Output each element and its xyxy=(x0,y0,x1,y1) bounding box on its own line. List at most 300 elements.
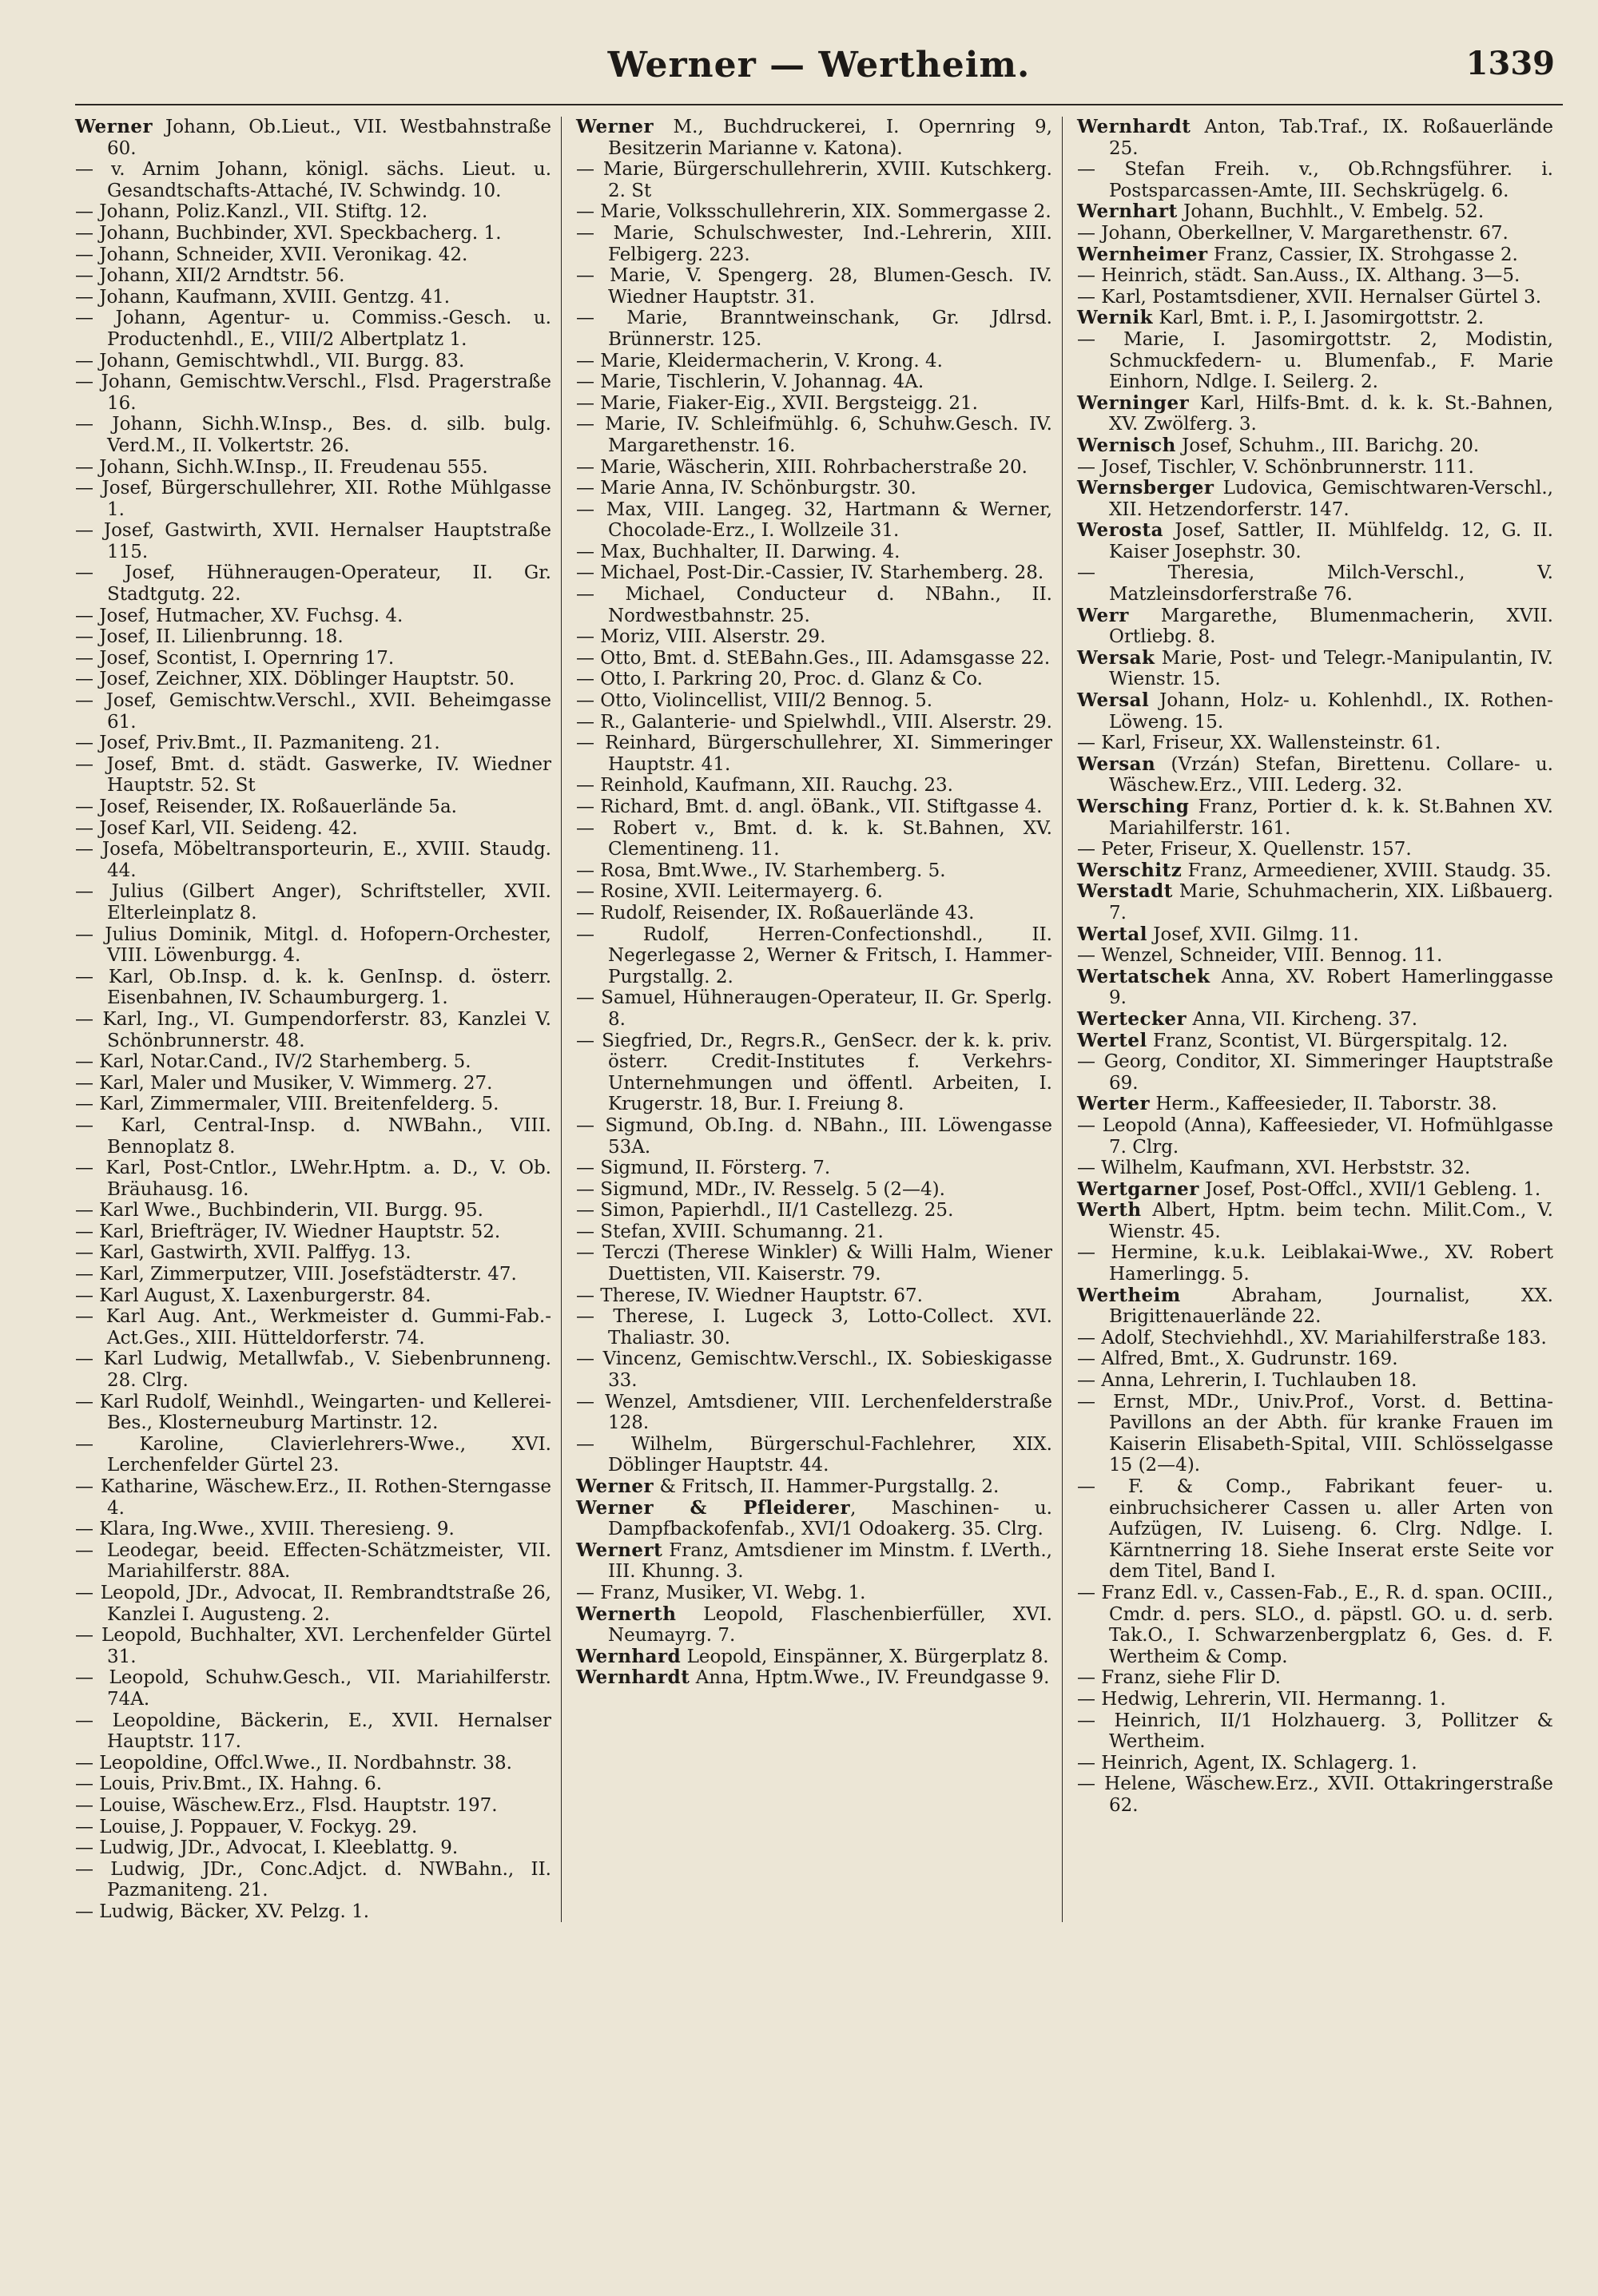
entry-text: — Otto, I. Parkring 20, Proc. d. Glanz & Co. xyxy=(576,669,983,690)
directory-entry xyxy=(75,967,551,1009)
directory-entry xyxy=(75,733,551,754)
directory-entry xyxy=(75,1901,551,1923)
entry-text: — Marie, Wäscherin, XIII. Rohrbacherstraße 20. xyxy=(576,456,1028,478)
entry-text: — Richard, Bmt. d. angl. öBank., VII. Stiftgasse 4. xyxy=(576,796,1043,817)
directory-entry xyxy=(75,223,551,244)
directory-entry xyxy=(576,478,1052,499)
directory-column-1 xyxy=(75,117,562,1922)
entry-text: — Simon, Papierhdl., II/1 Castellezg. 25. xyxy=(576,1200,954,1221)
entry-text: Josef, XVII. Gilmg. 11. xyxy=(1147,924,1359,945)
entry-text: — Julius (Gilbert Anger), Schriftsteller, XVII. Elterleinplatz 8. xyxy=(75,881,551,924)
entry-text: — Karl, Postamtsdiener, XVII. Hernalser Gürtel 3. xyxy=(1077,286,1542,308)
entry-text: Franz, Amtsdiener im Minstm. f. LVerth., III. Khunng. 3. xyxy=(608,1539,1052,1583)
entry-text: Ludovica, Gemischtwaren-Verschl., XII. Hetzendorferstr. 147. xyxy=(1109,478,1553,520)
entry-text: — Anna, Lehrerin, I. Tuchlauben 18. xyxy=(1077,1370,1417,1392)
entry-text: — Karl Wwe., Buchbinderin, VII. Burgg. 95. xyxy=(75,1200,483,1221)
entry-text: — Theresia, Milch-Verschl., V. Matzleinsdorferstraße 76. xyxy=(1077,562,1553,606)
directory-entry xyxy=(576,584,1052,626)
entry-text: — Wilhelm, Kaufmann, XVI. Herbststr. 32. xyxy=(1077,1158,1471,1179)
entry-text: — v. Arnim Johann, königl. sächs. Lieut. u. Gesandtschafts-Attaché, IV. Schwindg. 10. xyxy=(75,159,551,201)
directory-entry xyxy=(75,1306,551,1349)
entry-text: — Johann, Agentur- u. Commiss.-Gesch. u. Productenhdl., E., VIII/2 Albertplatz 1. xyxy=(75,308,551,350)
entry-text: — Marie, I. Jasomirgottstr. 2, Modistin, Schmuckfedern- u. Blumenfab., F. Marie Einhorn, Ndlge. I. Seilerg. 2. xyxy=(1077,328,1553,393)
entry-text: Leopold, Flaschenbierfüller, XVI. Neumayrg. 7. xyxy=(608,1603,1052,1647)
directory-entry xyxy=(1077,1242,1553,1285)
entry-text: — Sigmund, II. Försterg. 7. xyxy=(576,1158,831,1179)
directory-entry xyxy=(1077,244,1553,266)
entry-text: , Maschinen- u. Dampfbackofenfab., XVI/1 Odoakerg. 35. Clrg. xyxy=(608,1497,1052,1540)
directory-entry xyxy=(576,648,1052,669)
entry-text: Johann, Buchhlt., V. Embelg. 52. xyxy=(1177,201,1485,223)
directory-entry xyxy=(75,690,551,733)
directory-entry xyxy=(1077,1179,1553,1201)
directory-entry xyxy=(576,1498,1052,1540)
directory-entry xyxy=(1077,1031,1553,1052)
directory-entry xyxy=(75,478,551,520)
entry-text: — Marie, Kleidermacherin, V. Krong. 4. xyxy=(576,350,943,371)
entry-text: — Ludwig, Bäcker, XV. Pelzg. 1. xyxy=(75,1901,370,1922)
directory-entry xyxy=(1077,1328,1553,1349)
entry-surname: Werter xyxy=(1077,1093,1151,1115)
entry-surname: Werth xyxy=(1077,1199,1142,1221)
directory-entry xyxy=(75,351,551,372)
directory-entry xyxy=(1077,1476,1553,1583)
entry-text: — Marie, Fiaker-Eig., XVII. Bergsteigg. 21. xyxy=(576,392,978,414)
entry-text: — Rosine, XVII. Leitermayerg. 6. xyxy=(576,881,883,903)
entry-text: — Josef, Bürgerschullehrer, XII. Rothe Mühlgasse 1. xyxy=(75,478,551,520)
entry-text: — Karl, Zimmerputzer, VIII. Josefstädterstr. 47. xyxy=(75,1264,517,1285)
directory-entry xyxy=(1077,754,1553,796)
entry-surname: Wernheimer xyxy=(1077,243,1208,265)
entry-text: Anton, Tab.Traf., IX. Roßauerlände 25. xyxy=(1109,117,1553,159)
directory-entry xyxy=(1077,690,1553,733)
entry-text: — Ludwig, JDr., Conc.Adjct. d. NWBahn., II. Pazmaniteng. 21. xyxy=(75,1858,551,1901)
directory-entry xyxy=(75,669,551,690)
directory-entry xyxy=(576,1476,1052,1498)
entry-text: — Otto, Violincellist, VIII/2 Bennog. 5. xyxy=(576,690,933,712)
directory-entry xyxy=(1077,329,1553,393)
entry-text: Josef, Sattler, II. Mühlfeldg. 12, G. II. Kaiser Josephstr. 30. xyxy=(1109,520,1553,562)
directory-entry xyxy=(576,903,1052,924)
entry-text: — Wilhelm, Bürgerschul-Fachlehrer, XIX. Döblinger Hauptstr. 44. xyxy=(576,1433,1052,1476)
directory-entry xyxy=(75,881,551,924)
entry-text: — Johann, Schneider, XVII. Veronikag. 42. xyxy=(75,244,468,265)
entry-text: — Klara, Ing.Wwe., XVIII. Theresieng. 9. xyxy=(75,1519,455,1540)
entry-text: — Rudolf, Herren-Confectionshdl., II. Negerlegasse 2, Werner & Fritsch, I. Hammer-Purgstallg. 2. xyxy=(576,924,1052,987)
entry-text: — Marie, Tischlerin, V. Johannag. 4A. xyxy=(576,371,924,393)
directory-entry xyxy=(75,1753,551,1774)
directory-entry xyxy=(576,117,1052,159)
entry-text: — Josef, Scontist, I. Opernring 17. xyxy=(75,647,395,669)
directory-entry xyxy=(1077,1285,1553,1328)
directory-entry xyxy=(75,1476,551,1519)
entry-text: — Josef, Tischler, V. Schönbrunnerstr. 111. xyxy=(1077,456,1474,478)
directory-entry xyxy=(576,542,1052,563)
directory-entry xyxy=(576,690,1052,712)
entry-text: — Josef, Hühneraugen-Operateur, II. Gr. Stadtgutg. 22. xyxy=(75,562,551,606)
entry-text: (Vrzán) Stefan, Birettenu. Collare- u. Wäschew.Erz., VIII. Lederg. 32. xyxy=(1109,753,1553,796)
entry-text: Abraham, Journalist, XX. Brigittenauerlände 22. xyxy=(1109,1285,1553,1328)
entry-text: — Helene, Wäschew.Erz., XVII. Ottakringerstraße 62. xyxy=(1077,1774,1553,1816)
entry-text: — Franz Edl. v., Cassen-Fab., E., R. d. span. OCIII., Cmdr. d. pers. SLO., d. päpstl. GO. u. d. serb. Tak.O., I. Schwarzenbergplatz 6, Ges. d. F. Wertheim & Comp. xyxy=(1077,1582,1553,1667)
entry-text: — Heinrich, II/1 Holzhauerg. 3, Pollitzer & Wertheim. xyxy=(1077,1710,1553,1753)
entry-text: — Samuel, Hühneraugen-Operateur, II. Gr. Sperlg. 8. xyxy=(576,987,1052,1030)
entry-text: — Julius Dominik, Mitgl. d. Hofopern-Orchester, VIII. Löwenburgg. 4. xyxy=(75,924,551,967)
directory-entry xyxy=(1077,265,1553,287)
directory-entry xyxy=(75,1795,551,1817)
entry-surname: Wersak xyxy=(1077,646,1155,669)
entry-text: — Rudolf, Reisender, IX. Roßauerlände 43. xyxy=(576,902,975,924)
entry-text: — Katharine, Wäschew.Erz., II. Rothen-Sterngasse 4. xyxy=(75,1476,551,1519)
entry-surname: Werner & Pfleiderer xyxy=(576,1496,851,1519)
directory-entry xyxy=(1077,1370,1553,1392)
directory-entry xyxy=(576,562,1052,584)
directory-entry xyxy=(576,733,1052,775)
entry-text: — Josef Karl, VII. Seideng. 42. xyxy=(75,817,358,839)
entry-text: Margarethe, Blumenmacherin, XVII. Ortliebg. 8. xyxy=(1109,605,1553,648)
entry-text: Josef, Post-Offcl., XVII/1 Gebleng. 1. xyxy=(1198,1178,1541,1200)
entry-text: — Hermine, k.u.k. Leiblakai-Wwe., XV. Robert Hamerlingg. 5. xyxy=(1077,1242,1553,1285)
directory-entry xyxy=(1077,117,1553,159)
directory-entry xyxy=(1077,201,1553,223)
running-header xyxy=(75,42,1563,105)
directory-entry xyxy=(576,1667,1052,1689)
directory-entry xyxy=(576,924,1052,988)
entry-text: — Karl, Zimmermaler, VIII. Breitenfelderg. 5. xyxy=(75,1094,499,1115)
directory-entry xyxy=(1077,223,1553,244)
entry-text: — Franz, Musiker, VI. Webg. 1. xyxy=(576,1582,866,1603)
directory-entry xyxy=(75,117,551,159)
directory-entry xyxy=(75,201,551,223)
directory-entry xyxy=(1077,733,1553,754)
entry-text: — Therese, I. Lugeck 3, Lotto-Collect. XVI. Thaliastr. 30. xyxy=(576,1306,1052,1349)
directory-entry xyxy=(576,712,1052,733)
directory-entry xyxy=(75,924,551,967)
entry-surname: Wernhardt xyxy=(1077,116,1191,137)
directory-entry xyxy=(576,457,1052,479)
directory-entry xyxy=(1077,1774,1553,1816)
entry-text: — Heinrich, städt. San.Auss., IX. Althang. 3—5. xyxy=(1077,265,1520,287)
entry-text: — Karl August, X. Laxenburgerstr. 84. xyxy=(75,1285,431,1306)
directory-entry xyxy=(576,1221,1052,1243)
entry-surname: Wertgarner xyxy=(1077,1178,1199,1200)
directory-entry xyxy=(576,159,1052,201)
entry-surname: Werner xyxy=(576,116,654,137)
directory-entry xyxy=(1077,1710,1553,1753)
entry-text: — Leopold (Anna), Kaffeesieder, VI. Hofmühlgasse 7. Clrg. xyxy=(1077,1114,1553,1158)
directory-entry xyxy=(1077,1115,1553,1158)
entry-text: — Karl Rudolf, Weinhdl., Weingarten- und Kellerei-Bes., Klosterneuburg Martinstr. 12. xyxy=(75,1391,551,1434)
directory-entry xyxy=(75,1158,551,1200)
directory-entry xyxy=(75,818,551,840)
entry-text: — Sigmund, Ob.Ing. d. NBahn., III. Löwengasse 53A. xyxy=(576,1114,1052,1158)
page-number: 1339 xyxy=(1465,45,1555,82)
entry-text: — Franz, siehe Flir D. xyxy=(1077,1667,1281,1689)
entry-text: Anna, VII. Kircheng. 37. xyxy=(1187,1008,1418,1030)
entry-text: — Johann, XII/2 Arndtstr. 56. xyxy=(75,265,345,287)
entry-surname: Werr xyxy=(1077,604,1129,626)
entry-text: — Karl Aug. Ant., Werkmeister d. Gummi-Fab.-Act.Ges., XIII. Hütteldorferstr. 74. xyxy=(75,1306,551,1349)
directory-entry xyxy=(1077,1667,1553,1689)
directory-entry xyxy=(75,1094,551,1115)
directory-entry xyxy=(75,371,551,414)
entry-surname: Wernisch xyxy=(1077,434,1176,456)
directory-entry xyxy=(576,860,1052,882)
entry-text: — Josef, Gastwirth, XVII. Hernalser Hauptstraße 115. xyxy=(75,520,551,562)
entry-text: Franz, Scontist, VI. Bürgerspitalg. 12. xyxy=(1147,1030,1509,1051)
entry-text: — Adolf, Stechviehhdl., XV. Mariahilferstraße 183. xyxy=(1077,1327,1547,1349)
entry-surname: Wernhard xyxy=(576,1645,682,1667)
directory-entry xyxy=(576,499,1052,542)
entry-text: M., Buchdruckerei, I. Opernring 9, Besitzerin Marianne v. Katona). xyxy=(608,117,1052,159)
directory-entry xyxy=(576,881,1052,903)
entry-text: — Sigmund, MDr., IV. Resselg. 5 (2—4). xyxy=(576,1178,945,1200)
directory-entry xyxy=(1077,1009,1553,1031)
entry-text: — Therese, IV. Wiedner Hauptstr. 67. xyxy=(576,1285,923,1306)
entry-text: — Karoline, Clavierlehrers-Wwe., XVI. Lerchenfelder Gürtel 23. xyxy=(75,1433,551,1476)
directory-entry xyxy=(576,796,1052,818)
entry-text: — Karl, Ing., VI. Gumpendorferstr. 83, Kanzlei V. Schönbrunnerstr. 48. xyxy=(75,1008,551,1051)
entry-text: — Peter, Friseur, X. Quellenstr. 157. xyxy=(1077,839,1412,860)
directory-entry xyxy=(1077,1200,1553,1242)
directory-entry xyxy=(75,1115,551,1158)
entry-text: — Leopoldine, Bäckerin, E., XVII. Hernalser Hauptstr. 117. xyxy=(75,1710,551,1753)
entry-text: — Karl, Notar.Cand., IV/2 Starhemberg. 5. xyxy=(75,1051,471,1073)
directory-entry xyxy=(75,244,551,266)
entry-text: — Johann, Poliz.Kanzl., VII. Stiftg. 12. xyxy=(75,201,428,223)
entry-text: Leopold, Einspänner, X. Bürgerplatz 8. xyxy=(681,1646,1049,1667)
directory-entry xyxy=(75,1242,551,1264)
page-title: Werner — Wertheim. xyxy=(607,45,1031,85)
directory-entry xyxy=(75,1200,551,1221)
directory-entry xyxy=(75,159,551,201)
entry-text: — R., Galanterie- und Spielwhdl., VIII. Alserstr. 29. xyxy=(576,711,1052,733)
directory-entry xyxy=(1077,1094,1553,1115)
directory-entry xyxy=(1077,881,1553,924)
entry-text: Herm., Kaffeesieder, II. Taborstr. 38. xyxy=(1150,1094,1497,1115)
directory-entry xyxy=(75,562,551,605)
entry-surname: Wersching xyxy=(1077,796,1190,817)
directory-entry xyxy=(576,987,1052,1030)
entry-surname: Werninger xyxy=(1077,391,1190,414)
entry-surname: Werschitz xyxy=(1077,859,1183,881)
directory-entry xyxy=(576,1434,1052,1476)
directory-entry xyxy=(576,669,1052,690)
entry-text: — Josef, Priv.Bmt., II. Pazmaniteng. 21. xyxy=(75,733,440,754)
entry-text: — Reinhold, Kaufmann, XII. Rauchg. 23. xyxy=(576,775,953,796)
directory-entry xyxy=(1077,860,1553,882)
entry-text: — Karl, Central-Insp. d. NWBahn., VIII. Bennoplatz 8. xyxy=(75,1114,551,1158)
entry-text: — Johann, Buchbinder, XVI. Speckbacherg. 1. xyxy=(75,222,502,244)
directory-entry xyxy=(1077,945,1553,967)
directory-entry xyxy=(1077,478,1553,520)
directory-entry xyxy=(576,393,1052,415)
directory-entry xyxy=(75,1667,551,1710)
entry-text: Franz, Cassier, IX. Strohgasse 2. xyxy=(1207,244,1518,265)
entry-surname: Werstadt xyxy=(1077,880,1173,903)
entry-text: — Johann, Kaufmann, XVIII. Gentzg. 41. xyxy=(75,286,451,308)
directory-entry xyxy=(576,1392,1052,1434)
entry-text: Marie, Post- und Telegr.-Manipulantin, IV. Wienstr. 15. xyxy=(1109,647,1553,690)
directory-column-3 xyxy=(1077,117,1563,1922)
entry-text: — Stefan Freih. v., Ob.Rchngsführer. i. Postsparcassen-Amte, III. Sechskrügelg. 6. xyxy=(1077,159,1553,201)
entry-text: — Leopold, Buchhalter, XVI. Lerchenfelder Gürtel 31. xyxy=(75,1625,551,1667)
entry-text: — Johann, Sichh.W.Insp., Bes. d. silb. bulg. Verd.M., II. Volkertstr. 26. xyxy=(75,414,551,456)
entry-text: — Leodegar, beeid. Effecten-Schätzmeister, VII. Mariahilferstr. 88A. xyxy=(75,1539,551,1583)
entry-text: — Karl, Ob.Insp. d. k. k. GenInsp. d. österr. Eisenbahnen, IV. Schaumburgerg. 1. xyxy=(75,966,551,1009)
entry-text: — Wenzel, Schneider, VIII. Bennog. 11. xyxy=(1077,945,1443,967)
entry-text: — Josef, Gemischtw.Verschl., XVII. Beheimgasse 61. xyxy=(75,690,551,733)
directory-entry xyxy=(75,457,551,479)
directory-entry xyxy=(1077,287,1553,308)
entry-text: — Michael, Post-Dir.-Cassier, IV. Starhemberg. 28. xyxy=(576,562,1044,584)
directory-entry xyxy=(576,626,1052,648)
entry-text: — Wenzel, Amtsdiener, VIII. Lerchenfelderstraße 128. xyxy=(576,1391,1052,1434)
directory-entry xyxy=(75,1540,551,1583)
directory-entry xyxy=(1077,648,1553,690)
directory-entry xyxy=(576,1540,1052,1583)
entry-text: — Georg, Conditor, XI. Simmeringer Hauptstraße 69. xyxy=(1077,1051,1553,1094)
entry-text: — Max, VIII. Langeg. 32, Hartmann & Werner, Chocolade-Erz., I. Wollzeile 31. xyxy=(576,499,1052,542)
directory-entry xyxy=(576,351,1052,372)
directory-entry xyxy=(576,1647,1052,1668)
entry-text: Marie, Schuhmacherin, XIX. Lißbauerg. 7. xyxy=(1109,881,1553,924)
directory-entry xyxy=(1077,159,1553,201)
entry-text: — Stefan, XVIII. Schumanng. 21. xyxy=(576,1221,884,1242)
entry-text: — Karl, Briefträger, IV. Wiedner Hauptstr. 52. xyxy=(75,1221,501,1242)
directory-entry xyxy=(576,1285,1052,1307)
directory-entry xyxy=(576,1200,1052,1221)
directory-entry xyxy=(75,265,551,287)
entry-text: Anna, XV. Robert Hamerlinggasse 9. xyxy=(1109,966,1553,1009)
directory-entry xyxy=(75,1710,551,1753)
entry-surname: Wernhardt xyxy=(576,1666,690,1689)
entry-text: — Moriz, VIII. Alserstr. 29. xyxy=(576,626,826,648)
entry-text: — Leopold, JDr., Advocat, II. Rembrandtstraße 26, Kanzlei I. Augusteng. 2. xyxy=(75,1582,551,1625)
directory-entry xyxy=(576,1179,1052,1201)
entry-text: Franz, Portier d. k. k. St.Bahnen XV. Mariahilferstr. 161. xyxy=(1109,796,1553,839)
entry-text: Albert, Hptm. beim techn. Milit.Com., V. Wienstr. 45. xyxy=(1109,1200,1553,1242)
entry-text: — Marie Anna, IV. Schönburgstr. 30. xyxy=(576,478,916,499)
directory-entry xyxy=(576,1604,1052,1647)
entry-text: — F. & Comp., Fabrikant feuer- u. einbruchsicherer Cassen u. aller Arten von Aufzügen, IV. Luiseng. 6. Clrg. Ndlge. I. Kärntnerring 18. Siehe Inserat erste Seite vor dem Titel, Band I. xyxy=(1077,1476,1553,1583)
directory-entry xyxy=(75,626,551,648)
directory-entry xyxy=(75,839,551,881)
entry-text: — Karl, Gastwirth, XVII. Palffyg. 13. xyxy=(75,1242,411,1264)
entry-text: — Terczi (Therese Winkler) & Willi Halm, Wiener Duettisten, VII. Kaiserstr. 79. xyxy=(576,1242,1052,1285)
directory-entry xyxy=(1077,308,1553,329)
directory-entry xyxy=(75,1837,551,1859)
directory-entry xyxy=(75,1073,551,1094)
directory-entry xyxy=(75,1774,551,1795)
directory-entry xyxy=(1077,520,1553,562)
entry-text: — Ludwig, JDr., Advocat, I. Kleeblattg. 9. xyxy=(75,1837,459,1859)
entry-text: — Marie, Schulschwester, Ind.-Lehrerin, XIII. Felbigerg. 223. xyxy=(576,222,1052,265)
entry-text: — Josef, Hutmacher, XV. Fuchsg. 4. xyxy=(75,605,403,626)
directory-entry xyxy=(75,1434,551,1476)
directory-entry xyxy=(576,201,1052,223)
entry-text: — Reinhard, Bürgerschullehrer, XI. Simmeringer Hauptstr. 41. xyxy=(576,733,1052,775)
directory-entry xyxy=(576,371,1052,393)
directory-entry xyxy=(75,1583,551,1625)
directory-entry xyxy=(576,414,1052,456)
directory-entry xyxy=(75,1519,551,1540)
entry-surname: Wernsberger xyxy=(1077,477,1214,499)
entry-text: — Marie, V. Spengerg. 28, Blumen-Gesch. IV. Wiedner Hauptstr. 31. xyxy=(576,265,1052,308)
entry-text: — Ernst, MDr., Univ.Prof., Vorst. d. Bettina-Pavillons an der Abth. für kranke Frauen im Kaiserin Elisabeth-Spital, VIII. Schlösselgasse 15 (2—4). xyxy=(1077,1391,1553,1476)
directory-entry xyxy=(576,1031,1052,1115)
entry-text: — Louise, Wäschew.Erz., Flsd. Hauptstr. 197. xyxy=(75,1794,498,1816)
directory-entry xyxy=(576,1583,1052,1604)
entry-surname: Wernerth xyxy=(576,1603,677,1625)
entry-text: Johann, Holz- u. Kohlenhdl., IX. Rothen-Löweng. 15. xyxy=(1109,690,1553,733)
directory-entry xyxy=(576,308,1052,350)
entry-text: — Marie, Volksschullehrerin, XIX. Sommergasse 2. xyxy=(576,201,1051,223)
entry-text: — Johann, Gemischtw.Verschl., Flsd. Pragerstraße 16. xyxy=(75,371,551,414)
entry-text: — Louise, J. Poppauer, V. Fockyg. 29. xyxy=(75,1816,418,1837)
directory-entry xyxy=(75,1285,551,1307)
entry-text: — Josef, Bmt. d. städt. Gaswerke, IV. Wiedner Hauptstr. 52. St xyxy=(75,753,551,796)
entry-surname: Werner xyxy=(75,116,153,137)
directory-entry xyxy=(75,1221,551,1243)
directory-entry xyxy=(1077,1753,1553,1774)
entry-surname: Werosta xyxy=(1077,519,1164,542)
entry-surname: Wernik xyxy=(1077,307,1154,329)
entry-text: Josef, Schuhm., III. Barichg. 20. xyxy=(1175,435,1480,456)
directory-entry xyxy=(576,818,1052,860)
directory-entry xyxy=(576,1306,1052,1349)
entry-text: — Karl, Post-Cntlor., LWehr.Hptm. a. D., V. Ob. Bräuhausg. 16. xyxy=(75,1158,551,1200)
directory-entry xyxy=(1077,606,1553,648)
entry-text: — Leopold, Schuhw.Gesch., VII. Mariahilferstr. 74A. xyxy=(75,1667,551,1710)
entry-text: — Johann, Sichh.W.Insp., II. Freudenau 555. xyxy=(75,456,488,478)
directory-entry xyxy=(1077,1158,1553,1179)
entry-text: — Marie, Bürgerschullehrerin, XVIII. Kutschkerg. 2. St xyxy=(576,159,1052,201)
directory-entry xyxy=(75,1349,551,1391)
entry-text: — Hedwig, Lehrerin, VII. Hermanng. 1. xyxy=(1077,1688,1446,1710)
directory-entry xyxy=(1077,562,1553,605)
directory-entry xyxy=(576,1115,1052,1158)
directory-entry xyxy=(576,1158,1052,1179)
entry-text: — Louis, Priv.Bmt., IX. Hahng. 6. xyxy=(75,1774,383,1795)
directory-entry xyxy=(75,1264,551,1285)
directory-entry xyxy=(75,308,551,350)
directory-entry xyxy=(1077,796,1553,839)
entry-text: — Josef, Zeichner, XIX. Döblinger Hauptstr. 50. xyxy=(75,669,515,690)
directory-columns xyxy=(75,117,1563,1922)
entry-text: Karl, Hilfs-Bmt. d. k. k. St.-Bahnen, XV. Zwölferg. 3. xyxy=(1109,392,1553,435)
entry-surname: Wertheim xyxy=(1077,1284,1181,1306)
directory-entry xyxy=(1077,1051,1553,1094)
entry-text: Karl, Bmt. i. P., I. Jasomirgottstr. 2. xyxy=(1153,308,1485,329)
entry-surname: Werner xyxy=(576,1476,654,1497)
entry-text: — Max, Buchhalter, II. Darwing. 4. xyxy=(576,541,900,562)
directory-entry xyxy=(75,1817,551,1838)
directory-entry xyxy=(75,754,551,796)
entry-text: — Josef, II. Lilienbrunng. 18. xyxy=(75,626,344,648)
directory-entry xyxy=(1077,1583,1553,1667)
entry-text: — Karl, Friseur, XX. Wallensteinstr. 61. xyxy=(1077,733,1441,754)
entry-surname: Wertal xyxy=(1077,923,1147,945)
entry-surname: Wertel xyxy=(1077,1029,1147,1051)
directory-entry xyxy=(75,287,551,308)
entry-surname: Wernert xyxy=(576,1539,663,1561)
directory-entry xyxy=(75,520,551,562)
directory-entry xyxy=(75,1009,551,1051)
entry-surname: Wernhart xyxy=(1077,201,1178,223)
directory-entry xyxy=(576,1349,1052,1391)
directory-entry xyxy=(75,796,551,818)
